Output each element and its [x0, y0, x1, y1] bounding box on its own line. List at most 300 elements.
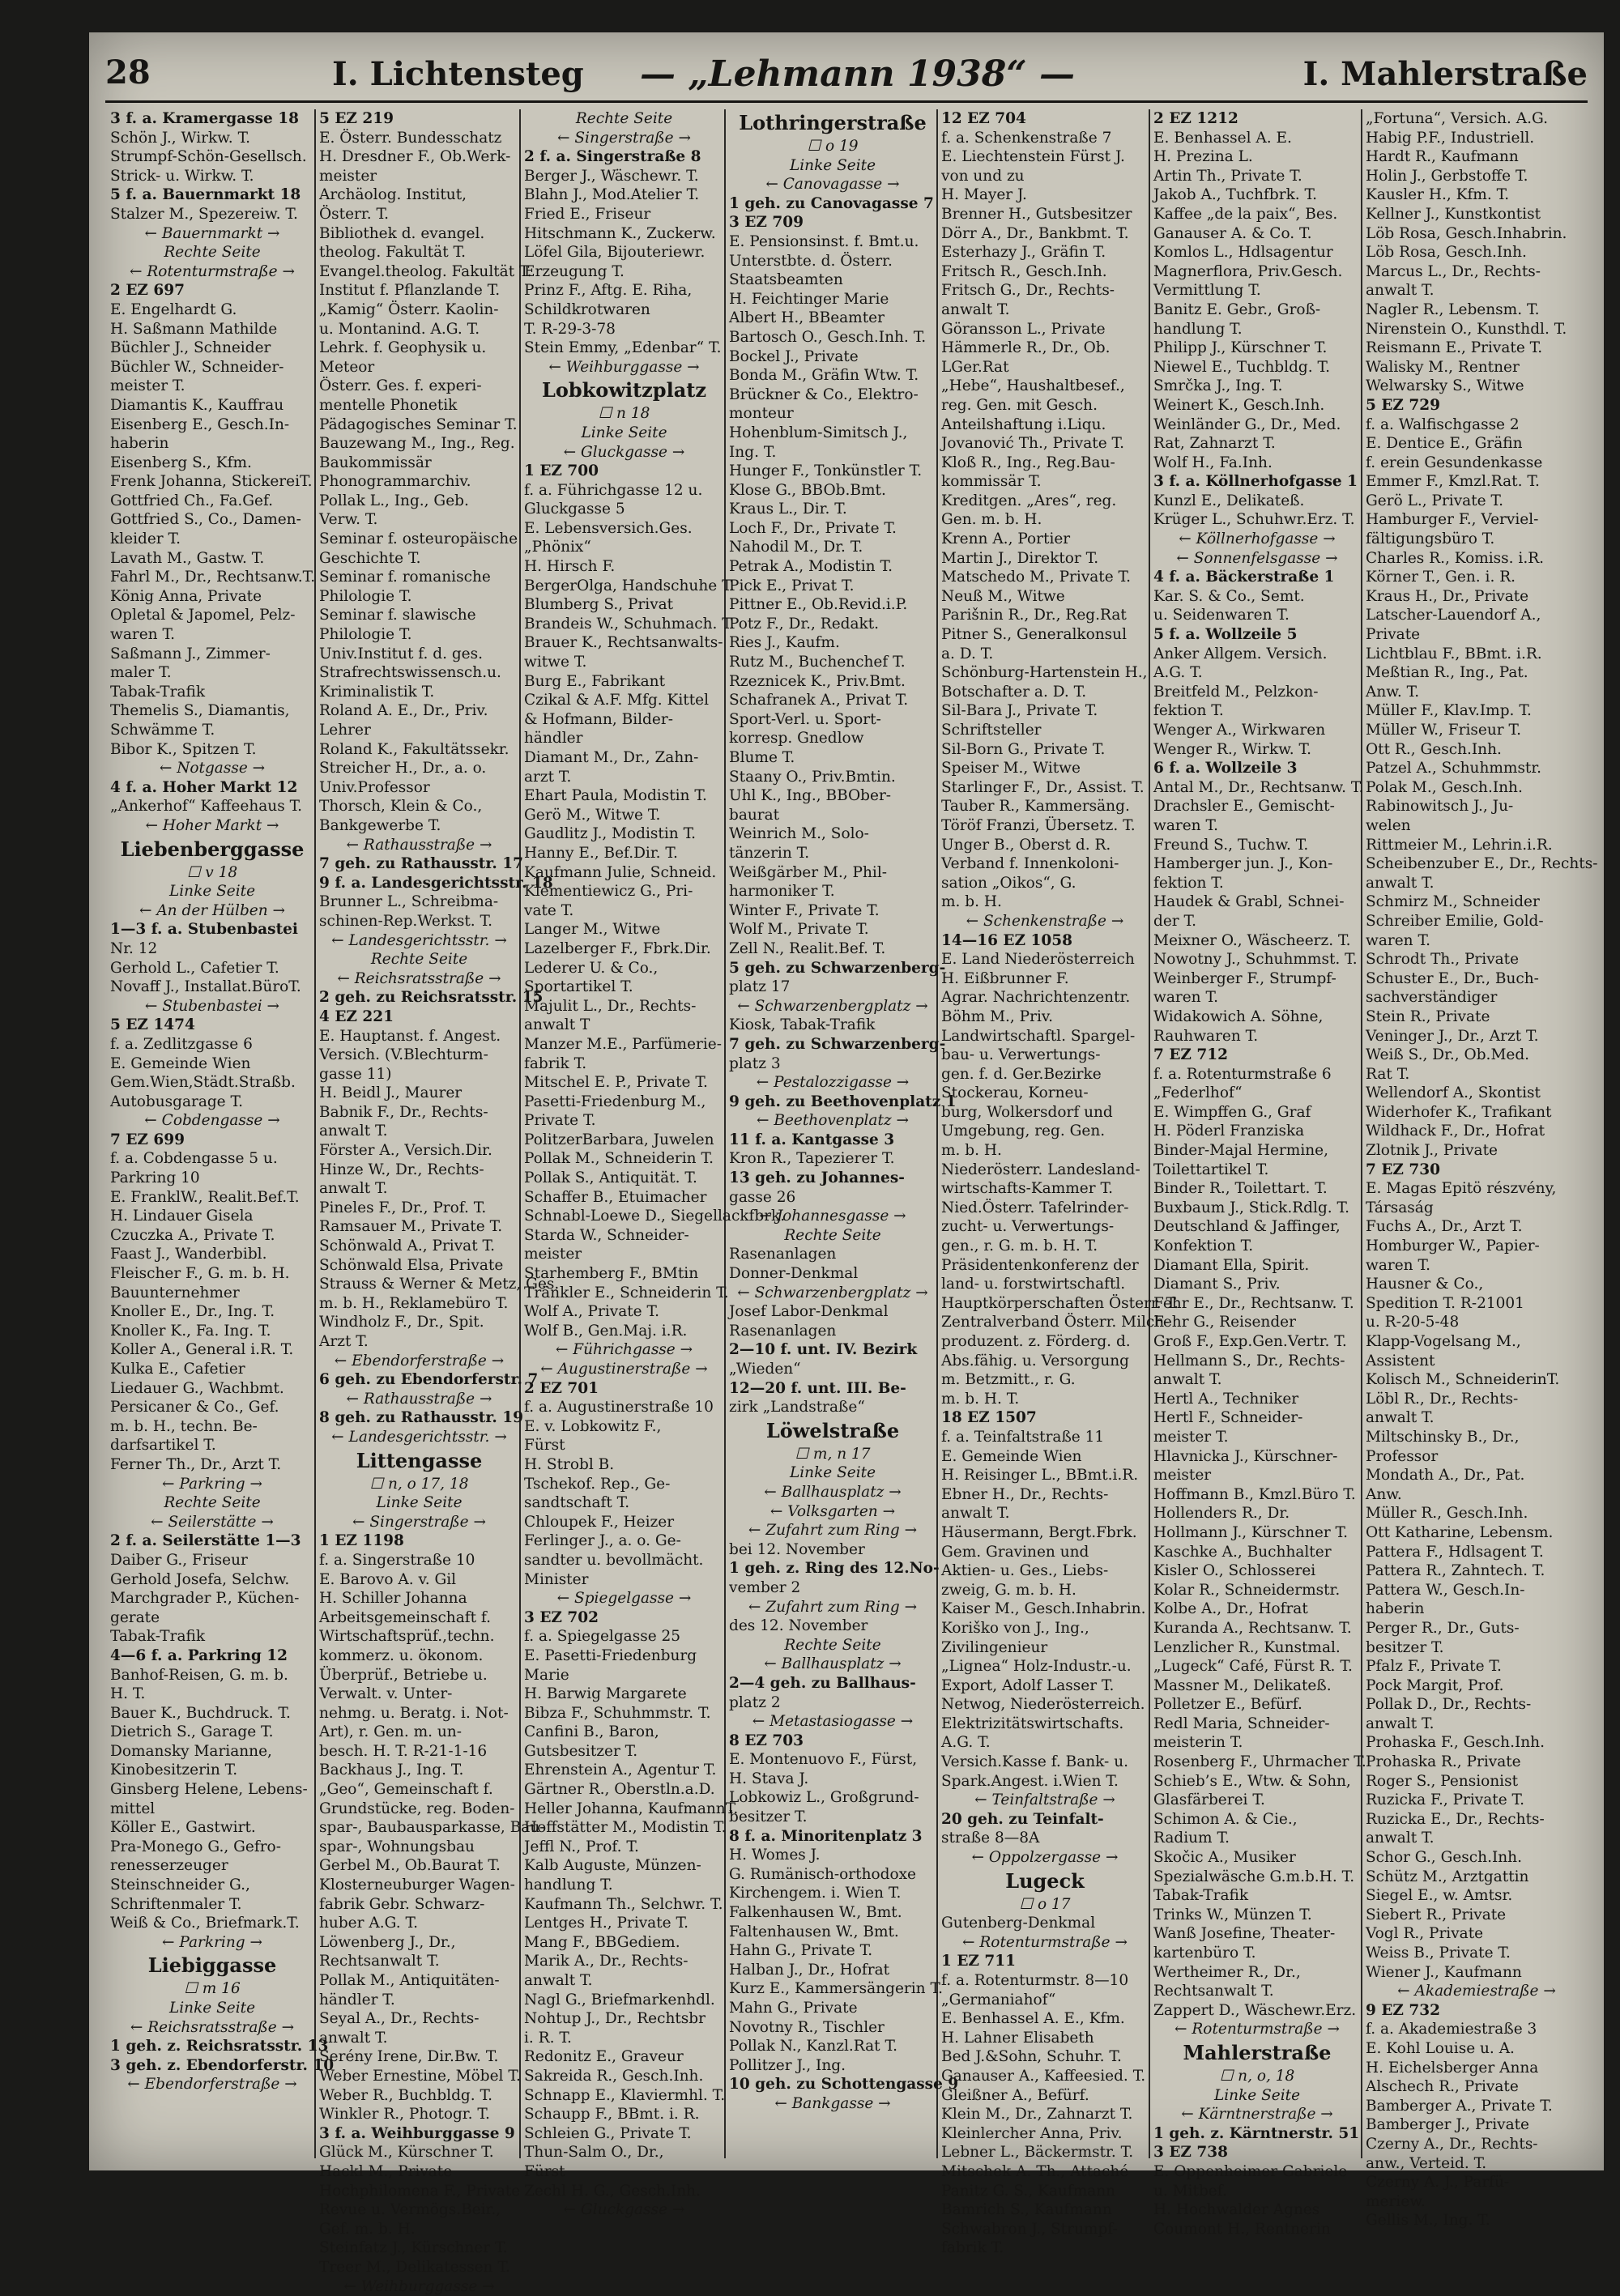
directory-entry: Grundstücke, reg. Boden-: [314, 1800, 519, 1819]
directory-entry: 2 EZ 697: [105, 281, 314, 300]
directory-entry: ← Teinfaltstraße →: [936, 1791, 1149, 1810]
directory-entry: Hertl F., Schneider-: [1149, 1408, 1361, 1428]
directory-entry: Ruzicka E., Dr., Rechts-: [1361, 1810, 1588, 1830]
directory-entry: meister: [314, 167, 519, 186]
directory-entry: 14—16 EZ 1058: [936, 931, 1149, 951]
directory-entry: Fahrl M., Dr., Rechtsanw.T.: [105, 568, 314, 587]
directory-entry: Breitfeld M., Pelzkon-: [1149, 683, 1361, 702]
directory-entry: Roland K., Fakultätssekr.: [314, 740, 519, 760]
directory-entry: Brauer K., Rechtsanwalts-: [519, 633, 724, 653]
directory-entry: 3 EZ 702: [519, 1608, 724, 1628]
column-4: [724, 109, 938, 2158]
directory-entry: H. T.: [105, 1685, 314, 1704]
directory-entry: Stockerau, Korneu-: [936, 1084, 1149, 1103]
column-3: [519, 109, 726, 2158]
directory-entry: anwalt T.: [1361, 281, 1588, 300]
directory-entry: Linke Seite: [105, 882, 314, 901]
directory-entry: besitzer T.: [724, 1808, 936, 1827]
directory-entry: Matschedo M., Private T.: [936, 568, 1149, 587]
directory-entry: Hamburger F., Verviel-: [1361, 510, 1588, 530]
directory-entry: Perger R., Dr., Guts-: [1361, 1619, 1588, 1638]
directory-entry: Weiss B., Private T.: [1361, 1944, 1588, 1963]
directory-entry: Ehrenstein A., Agentur T.: [519, 1761, 724, 1780]
directory-entry: Kurz E., Kammersängerin T.: [724, 1979, 936, 1999]
directory-entry: Verband f. Innenkoloni-: [936, 854, 1149, 874]
directory-entry: Kaufmann Th., Selchwr. T.: [519, 1895, 724, 1915]
directory-entry: Versich. (V.Blechturm-: [314, 1046, 519, 1065]
directory-entry: Kirchengem. i. Wien T.: [724, 1884, 936, 1903]
directory-entry: Smrčka J., Ing. T.: [1149, 377, 1361, 396]
directory-entry: Rechte Seite: [105, 243, 314, 262]
directory-entry: Ganauser A., Kaffeesied. T.: [936, 2067, 1149, 2086]
directory-entry: Pasetti-Friedenburg M.,: [519, 1093, 724, 1112]
directory-entry: Berger J., Wäschewr. T.: [519, 167, 724, 186]
directory-entry: Groß F., Exp.Gen.Vertr. T.: [1149, 1332, 1361, 1352]
directory-entry: Löwenberg J., Dr.,: [314, 1933, 519, 1953]
directory-entry: Marchgrader P., Küchen-: [105, 1589, 314, 1608]
directory-entry: Mahn G., Private: [724, 1999, 936, 2018]
directory-entry: Veninger J., Dr., Arzt T.: [1361, 1027, 1588, 1046]
directory-entry: ← Augustinerstraße →: [519, 1360, 724, 1379]
directory-entry: zweig, G. m. b. H.: [936, 1581, 1149, 1600]
directory-entry: Hinze W., Dr., Rechts-: [314, 1161, 519, 1180]
directory-entry: ← Zufahrt zum Ring →: [724, 1521, 936, 1540]
directory-entry: Mitschek A. Th., Attaché: [936, 2162, 1149, 2182]
directory-entry: 1 EZ 700: [519, 462, 724, 481]
directory-entry: vember 2: [724, 1578, 936, 1598]
column-6: [1149, 109, 1362, 2158]
directory-entry: Bartosch O., Gesch.Inh. T.: [724, 328, 936, 347]
directory-entry: ← Notgasse →: [105, 759, 314, 778]
directory-entry: m. b. H.: [936, 1141, 1149, 1161]
directory-entry: Fritsch R., Gesch.Inh.: [936, 262, 1149, 282]
directory-entry: E. Benhassel A. E.: [1149, 129, 1361, 148]
directory-entry: 7 EZ 730: [1361, 1161, 1588, 1180]
directory-entry: Homburger W., Papier-: [1361, 1237, 1588, 1256]
directory-entry: Wertheimer R., Dr.,: [1149, 1963, 1361, 1983]
directory-entry: gasse 11): [314, 1065, 519, 1084]
directory-entry: 3 EZ 709: [724, 213, 936, 232]
directory-entry: 2 EZ 701: [519, 1379, 724, 1399]
directory-entry: 18 EZ 1507: [936, 1408, 1149, 1428]
directory-entry: ← Rathausstraße →: [314, 836, 519, 855]
directory-entry: Fürst: [519, 2162, 724, 2182]
directory-entry: E. FranklW., Realit.Bef.T.: [105, 1188, 314, 1208]
directory-entry: m. b. H., Reklamebüro T.: [314, 1294, 519, 1314]
directory-entry: f. a. Rotenturmstr. 8—10: [936, 1971, 1149, 1991]
directory-entry: „Federlhof“: [1149, 1084, 1361, 1103]
directory-entry: ☐ n 18: [519, 404, 724, 424]
directory-entry: Ott Katharine, Lebensm.: [1361, 1523, 1588, 1543]
directory-entry: ← Parkring →: [105, 1475, 314, 1494]
left-running-title: I. Lichtensteg: [332, 55, 584, 93]
directory-entry: waren T.: [105, 625, 314, 645]
directory-entry: bau- u. Verwertungs-: [936, 1046, 1149, 1065]
directory-entry: Daiber G., Friseur: [105, 1551, 314, 1570]
directory-entry: Weiß S., Dr., Ob.Med.: [1361, 1046, 1588, 1065]
directory-entry: ← Akademiestraße →: [1361, 1982, 1588, 2001]
directory-entry: Hanny E., Bef.Dir. T.: [519, 844, 724, 863]
directory-entry: Diamantis K., Kauffrau: [105, 396, 314, 415]
directory-entry: Bed J.&Sohn, Schuhr. T.: [936, 2047, 1149, 2067]
directory-entry: 1 EZ 711: [936, 1952, 1149, 1971]
directory-entry: 2 geh. zu Reichsratsstr. 15: [314, 988, 519, 1007]
directory-entry: Hohenblum-Simitsch J.,: [724, 424, 936, 443]
directory-entry: Miltschinsky B., Dr.,: [1361, 1428, 1588, 1447]
directory-entry: f. a. Zedlitzgasse 6: [105, 1035, 314, 1054]
directory-entry: H. Mayer J.: [936, 185, 1149, 205]
directory-entry: Nowotny J., Schuhmmst. T.: [1149, 950, 1361, 969]
directory-entry: Polak M., Gesch.Inh.: [1361, 778, 1588, 798]
directory-entry: 8 EZ 703: [724, 1732, 936, 1751]
directory-entry: 3 f. a. Weihburggasse 9: [314, 2124, 519, 2144]
street-heading: Lobkowitzplatz: [519, 377, 724, 404]
directory-entry: Winkler R., Photogr. T.: [314, 2105, 519, 2124]
directory-entry: anwalt T.: [1361, 1829, 1588, 1848]
directory-entry: Blume T.: [724, 748, 936, 768]
directory-entry: Novotny R., Tischler: [724, 2018, 936, 2038]
directory-entry: Büchler J., Schneider: [105, 339, 314, 358]
directory-entry: fältigungsbüro T.: [1361, 530, 1588, 549]
directory-entry: Coumont H., Rentnerin: [1149, 2220, 1361, 2239]
directory-entry: handlung T.: [519, 1876, 724, 1895]
directory-entry: Skočic A., Musiker: [1149, 1848, 1361, 1868]
directory-entry: Schieb’s E., Wtw. & Sohn,: [1149, 1772, 1361, 1791]
directory-entry: Sport-Verl. u. Sport-: [724, 710, 936, 730]
directory-entry: waren T.: [1149, 988, 1361, 1007]
directory-entry: Müller R., Gesch.Inh.: [1361, 1504, 1588, 1523]
directory-entry: Assistent: [1361, 1352, 1588, 1371]
directory-entry: 3 f. a. Kramergasse 18: [105, 109, 314, 129]
directory-entry: Philologie T.: [314, 625, 519, 645]
directory-entry: bei 12. November: [724, 1540, 936, 1560]
directory-entry: 7 EZ 712: [1149, 1046, 1361, 1065]
directory-entry: H. Stava J.: [724, 1770, 936, 1789]
directory-entry: f. a. Walfischgasse 2: [1361, 415, 1588, 435]
directory-entry: Aktien- u. Ges., Liebs-: [936, 1561, 1149, 1581]
directory-entry: Ebner H., Dr., Rechts-: [936, 1485, 1149, 1505]
directory-entry: Jakob A., Tuchfbrk. T.: [1149, 185, 1361, 205]
directory-entry: Sakreida R., Gesch.Inh.: [519, 2067, 724, 2086]
directory-entry: 1—3 f. a. Stubenbastei: [105, 920, 314, 939]
directory-entry: platz 2: [724, 1693, 936, 1713]
directory-entry: Professor: [1361, 1447, 1588, 1467]
directory-entry: Ing. T.: [724, 443, 936, 462]
directory-entry: Vermittlung T.: [1149, 281, 1361, 300]
directory-entry: E. Gemeinde Wien: [105, 1054, 314, 1074]
street-heading: Mahlerstraße: [1149, 2039, 1361, 2067]
directory-entry: 9 EZ 732: [1361, 2001, 1588, 2021]
directory-entry: Majulit L., Dr., Rechts-: [519, 997, 724, 1016]
directory-entry: Private T.: [519, 1111, 724, 1131]
directory-entry: Seyal A., Dr., Rechts-: [314, 2009, 519, 2029]
directory-entry: Patzel A., Schuhmmstr.: [1361, 759, 1588, 778]
directory-entry: Gerhold Josefa, Selchw.: [105, 1570, 314, 1590]
directory-entry: Umgebung, reg. Gen.: [936, 1122, 1149, 1141]
directory-entry: ← Oppolzergasse →: [936, 1848, 1149, 1868]
directory-entry: händler: [519, 729, 724, 748]
directory-entry: Hausner & Co.,: [1361, 1275, 1588, 1294]
directory-entry: Gaudlitz J., Modistin T.: [519, 824, 724, 844]
directory-entry: Meßtian R., Ing., Pat.: [1361, 663, 1588, 683]
directory-entry: Thun-Salm O., Dr.,: [519, 2143, 724, 2162]
directory-entry: Emmer F., Kmzl.Rat. T.: [1361, 472, 1588, 492]
directory-entry: Schnabl-Loewe D., Siegellackfbrk.: [519, 1207, 724, 1226]
directory-entry: Liedauer G., Wachbmt.: [105, 1379, 314, 1399]
directory-entry: „Lugeck“ Café, Fürst R. T.: [1149, 1657, 1361, 1676]
directory-entry: Hoffmann B., Kmzl.Büro T.: [1149, 1485, 1361, 1505]
directory-entry: Linke Seite: [519, 424, 724, 443]
directory-entry: ← Johannesgasse →: [724, 1207, 936, 1226]
directory-entry: Löb Rosa, Gesch.Inhabrin.: [1361, 224, 1588, 244]
directory-entry: Weinert K., Gesch.Inh.: [1149, 396, 1361, 415]
directory-entry: ← Cobdengasse →: [105, 1111, 314, 1131]
center-running-title: — „Lehmann 1938“ —: [640, 53, 1075, 95]
directory-entry: Sil-Born G., Private T.: [936, 740, 1149, 760]
directory-entry: Stein R., Private: [1361, 1007, 1588, 1027]
directory-entry: Widerhofer K., Trafikant: [1361, 1103, 1588, 1122]
directory-entry: H. Feichtinger Marie: [724, 290, 936, 309]
directory-entry: Konfektion T.: [1149, 1237, 1361, 1256]
directory-entry: Wenger A., Wirkwaren: [1149, 721, 1361, 740]
directory-entry: Hochphilomena F., Private: [314, 2182, 519, 2201]
directory-entry: Diamant M., Dr., Zahn-: [519, 748, 724, 768]
directory-entry: maler T.: [105, 663, 314, 683]
directory-entry: E. Land Niederösterreich: [936, 950, 1149, 969]
directory-entry: anwalt T: [519, 1016, 724, 1035]
directory-entry: ← Seilerstätte →: [105, 1513, 314, 1532]
directory-entry: Nirenstein O., Kunsthdl. T.: [1361, 320, 1588, 339]
directory-entry: Pollak D., Dr., Rechts-: [1361, 1695, 1588, 1715]
directory-entry: Nahodil M., Dr. T.: [724, 538, 936, 557]
directory-entry: zirk „Landstraße“: [724, 1398, 936, 1417]
directory-entry: Nohtup J., Dr., Rechtsbr: [519, 2009, 724, 2029]
directory-entry: monteur: [724, 404, 936, 424]
directory-entry: Társaság: [1361, 1199, 1588, 1218]
directory-entry: besch. H. T. R-21-1-16: [314, 1742, 519, 1761]
directory-entry: f. a. Rotenturmstraße 6: [1149, 1065, 1361, 1084]
directory-entry: Marcus L., Dr., Rechts-: [1361, 262, 1588, 282]
directory-entry: ← Stubenbastei →: [105, 997, 314, 1016]
directory-entry: Schwämme T.: [105, 721, 314, 740]
directory-entry: spar-, Wohnungsbau: [314, 1838, 519, 1857]
directory-entry: Rabinowitsch J., Ju-: [1361, 797, 1588, 816]
directory-entry: Scheibenzuber E., Dr., Rechts-: [1361, 854, 1588, 874]
directory-entry: Lobkowiz L., Großgrund-: [724, 1788, 936, 1808]
directory-entry: Revue u. Vermögs.Beir.,: [314, 2200, 519, 2220]
directory-entry: ← Schwarzenbergplatz →: [724, 1284, 936, 1303]
directory-entry: kommerz. u. ökonom.: [314, 1646, 519, 1666]
directory-entry: Schön J., Wirkw. T.: [105, 129, 314, 148]
directory-entry: Gellis M., Ing. T.: [1361, 2211, 1588, 2230]
directory-entry: ← Singerstraße →: [314, 1513, 519, 1532]
directory-entry: 5 f. a. Bauernmarkt 18: [105, 185, 314, 205]
directory-entry: Nied.Österr. Tafelrinder-: [936, 1199, 1149, 1218]
directory-entry: Czerny A. J., Parfü-: [1361, 2173, 1588, 2192]
directory-entry: Schönburg-Hartenstein H.,: [936, 663, 1149, 683]
directory-entry: Ruzicka F., Private T.: [1361, 1791, 1588, 1810]
directory-entry: ← Hoher Markt →: [105, 816, 314, 836]
directory-entry: platz 3: [724, 1054, 936, 1074]
directory-entry: H. Reisinger L., BBmt.i.R.: [936, 1466, 1149, 1485]
directory-columns: [105, 109, 1588, 2158]
directory-entry: Strafrechtswissensch.u.: [314, 663, 519, 683]
directory-entry: Koller A., General i.R. T.: [105, 1340, 314, 1360]
directory-entry: Sil-Bara J., Private T.: [936, 701, 1149, 721]
directory-entry: 9 geh. zu Beethovenplatz 1: [724, 1093, 936, 1112]
directory-entry: Kisler O., Schlosserei: [1149, 1561, 1361, 1581]
directory-entry: u. Montanind. A.G. T.: [314, 320, 519, 339]
directory-entry: Rzeznicek K., Priv.Bmt.: [724, 672, 936, 692]
directory-entry: Wirtschaftsprüf.,techn.: [314, 1627, 519, 1646]
directory-entry: Falkenhausen W., Bmt.: [724, 1903, 936, 1923]
directory-entry: meister T.: [105, 377, 314, 396]
directory-entry: Uhl K., Ing., BBOber-: [724, 786, 936, 806]
directory-entry: ← Spiegelgasse →: [519, 1589, 724, 1608]
directory-entry: „Kamig“ Österr. Kaolin-: [314, 300, 519, 320]
directory-entry: Banitz E. Gebr., Groß-: [1149, 300, 1361, 320]
directory-entry: Rosenberg F., Uhrmacher T.: [1149, 1753, 1361, 1772]
directory-entry: Hauptkörperschaften Österr. T.: [936, 1294, 1149, 1314]
directory-entry: Zappert D., Wäschewr.Erz.: [1149, 2001, 1361, 2021]
directory-entry: ← Ballhausplatz →: [724, 1483, 936, 1502]
directory-entry: Ferlinger J., a. o. Ge-: [519, 1531, 724, 1551]
directory-entry: ← An der Hülben →: [105, 901, 314, 921]
directory-entry: ← Bankgasse →: [724, 2094, 936, 2114]
directory-entry: Streicher H., Dr., a. o.: [314, 759, 519, 778]
directory-entry: Widakowich A. Söhne,: [1149, 1007, 1361, 1027]
directory-entry: Kron R., Tapezierer T.: [724, 1149, 936, 1169]
directory-entry: Pattera W., Gesch.In-: [1361, 1581, 1588, 1600]
directory-entry: Wanß Josefine, Theater-: [1149, 1924, 1361, 1944]
directory-entry: Fehr E., Dr., Rechtsanw. T.: [1149, 1294, 1361, 1314]
directory-entry: Tränkler E., Schneiderin T.: [519, 1284, 724, 1303]
directory-entry: H. Barwig Margarete: [519, 1685, 724, 1704]
directory-entry: Gerö L., Private T.: [1361, 492, 1588, 511]
directory-entry: Novaff J., Installat.BüroT.: [105, 978, 314, 997]
directory-entry: Manzer M.E., Parfümerie-: [519, 1035, 724, 1054]
directory-entry: besitzer T.: [1361, 1638, 1588, 1658]
directory-entry: Parkring 10: [105, 1169, 314, 1188]
directory-entry: Kolar R., Schneidermstr.: [1149, 1581, 1361, 1600]
directory-entry: Staany O., Priv.Bmtin.: [724, 768, 936, 787]
directory-entry: Göransson L., Private: [936, 320, 1149, 339]
directory-entry: Seminar f. slawische: [314, 606, 519, 625]
directory-entry: Hitschmann K., Zuckerw.: [519, 224, 724, 244]
directory-entry: Bockel J., Private: [724, 347, 936, 367]
directory-entry: Überprüf., Betriebe u.: [314, 1666, 519, 1685]
directory-entry: Bamrich S., Kaufmann: [936, 2200, 1149, 2220]
directory-entry: H. Eißbrunner F.: [936, 969, 1149, 989]
directory-entry: nehmg. u. Beratg. i. Not-: [314, 1704, 519, 1723]
directory-entry: f. a. Teinfaltstraße 11: [936, 1428, 1149, 1447]
directory-entry: Autobusgarage T.: [105, 1093, 314, 1112]
directory-entry: Czerny A., Dr., Rechts-: [1361, 2135, 1588, 2154]
directory-entry: Spezialwäsche G.m.b.H. T.: [1149, 1868, 1361, 1887]
street-heading: Lugeck: [936, 1868, 1149, 1895]
directory-entry: anwalt T.: [1149, 1370, 1361, 1390]
directory-entry: ← Führichgasse →: [519, 1340, 724, 1360]
directory-entry: mittel: [105, 1800, 314, 1819]
page-number: 28: [105, 53, 151, 92]
directory-entry: Heller Johanna, KaufmannT.: [519, 1800, 724, 1819]
directory-entry: Köller E., Gastwirt.: [105, 1818, 314, 1838]
directory-entry: baurat: [724, 806, 936, 825]
directory-entry: f. a. Singerstraße 10: [314, 1551, 519, 1570]
directory-entry: Pollak L., Ing., Geb.: [314, 492, 519, 511]
directory-entry: Nagler R., Lebensm. T.: [1361, 300, 1588, 320]
directory-entry: anw., Verteid. T.: [1361, 2154, 1588, 2174]
directory-entry: Verwalt. v. Unter-: [314, 1685, 519, 1704]
directory-entry: gen. f. d. Ger.Bezirke: [936, 1065, 1149, 1084]
directory-entry: Pitner S., Generalkonsul: [936, 625, 1149, 645]
directory-entry: 9 f. a. Landesgerichtsstr. 18: [314, 874, 519, 893]
directory-entry: Zell N., Realit.Bef. T.: [724, 939, 936, 959]
directory-entry: Tabak-Trafik: [105, 1627, 314, 1646]
directory-entry: anwalt T.: [519, 1971, 724, 1991]
directory-entry: Klementiewicz G., Pri-: [519, 882, 724, 901]
directory-entry: Neuß M., Witwe: [936, 587, 1149, 607]
directory-entry: Zechl H. G., Gesch.Inh.: [519, 2182, 724, 2201]
directory-entry: u. R-20-5-48: [1361, 1313, 1588, 1332]
directory-entry: Philologie T.: [314, 587, 519, 607]
directory-entry: Weber Ernestine, Möbel T.: [314, 2067, 519, 2086]
directory-entry: Bamberger A., Private T.: [1361, 2097, 1588, 2116]
directory-entry: 3 f. a. Köllnerhofgasse 1: [1149, 472, 1361, 492]
directory-entry: Antal M., Dr., Rechtsanw. T.: [1149, 778, 1361, 798]
directory-entry: m. b. H.: [936, 892, 1149, 912]
directory-entry: reg. Gen. mit Gesch.: [936, 396, 1149, 415]
directory-entry: Prohaska R., Private: [1361, 1753, 1588, 1772]
directory-entry: E. Benhassel A. E., Kfm.: [936, 2009, 1149, 2029]
directory-entry: H. Strobl B.: [519, 1455, 724, 1475]
directory-entry: Esterhazy J., Gräfin T.: [936, 243, 1149, 262]
directory-entry: Rasenanlagen: [724, 1245, 936, 1264]
directory-entry: Kaiser M., Gesch.Inhabrin.: [936, 1600, 1149, 1619]
directory-entry: anwalt T.: [1361, 1715, 1588, 1734]
directory-entry: E. Oppenheimer Gabriele: [1149, 2162, 1361, 2182]
directory-entry: Alschech R., Private: [1361, 2077, 1588, 2097]
directory-entry: ← Reichsratsstraße →: [314, 969, 519, 989]
directory-entry: meisterin T.: [1149, 1733, 1361, 1753]
directory-entry: Anteilshaftung i.Liqu.: [936, 415, 1149, 435]
directory-entry: 3 EZ 738: [1149, 2143, 1361, 2162]
directory-entry: a. D. T.: [936, 645, 1149, 664]
directory-entry: darfsartikel T.: [105, 1436, 314, 1455]
directory-entry: Linke Seite: [724, 1463, 936, 1483]
directory-entry: Baukommissär: [314, 454, 519, 473]
directory-entry: Backhaus J., Ing. T.: [314, 1761, 519, 1780]
directory-entry: 4—6 f. a. Parkring 12: [105, 1646, 314, 1666]
directory-entry: meister: [1149, 1466, 1361, 1485]
street-heading: Löwelstraße: [724, 1417, 936, 1445]
directory-entry: 4 f. a. Bäckerstraße 1: [1149, 568, 1361, 587]
directory-entry: anwalt T.: [1361, 874, 1588, 893]
directory-entry: Pick E., Privat T.: [724, 577, 936, 596]
directory-entry: A.G. T.: [936, 1733, 1149, 1753]
directory-entry: 6 geh. zu Ebendorferstr. 7: [314, 1370, 519, 1390]
directory-entry: T. R-29-3-78: [519, 320, 724, 339]
directory-entry: Stein Emmy, „Edenbar“ T.: [519, 339, 724, 358]
directory-entry: Fuchs A., Dr., Arzt T.: [1361, 1217, 1588, 1237]
directory-entry: Weinrich M., Solo-: [724, 824, 936, 844]
directory-entry: Gem. Gravinen und: [936, 1543, 1149, 1562]
directory-entry: Kuranda A., Rechtsanw. T.: [1149, 1619, 1361, 1638]
directory-entry: ← Köllnerhofgasse →: [1149, 530, 1361, 549]
directory-entry: Brenner H., Gutsbesitzer: [936, 205, 1149, 224]
directory-entry: E. Dentice E., Gräfin: [1361, 434, 1588, 454]
directory-entry: 7 geh. zu Rathausstr. 17: [314, 854, 519, 874]
